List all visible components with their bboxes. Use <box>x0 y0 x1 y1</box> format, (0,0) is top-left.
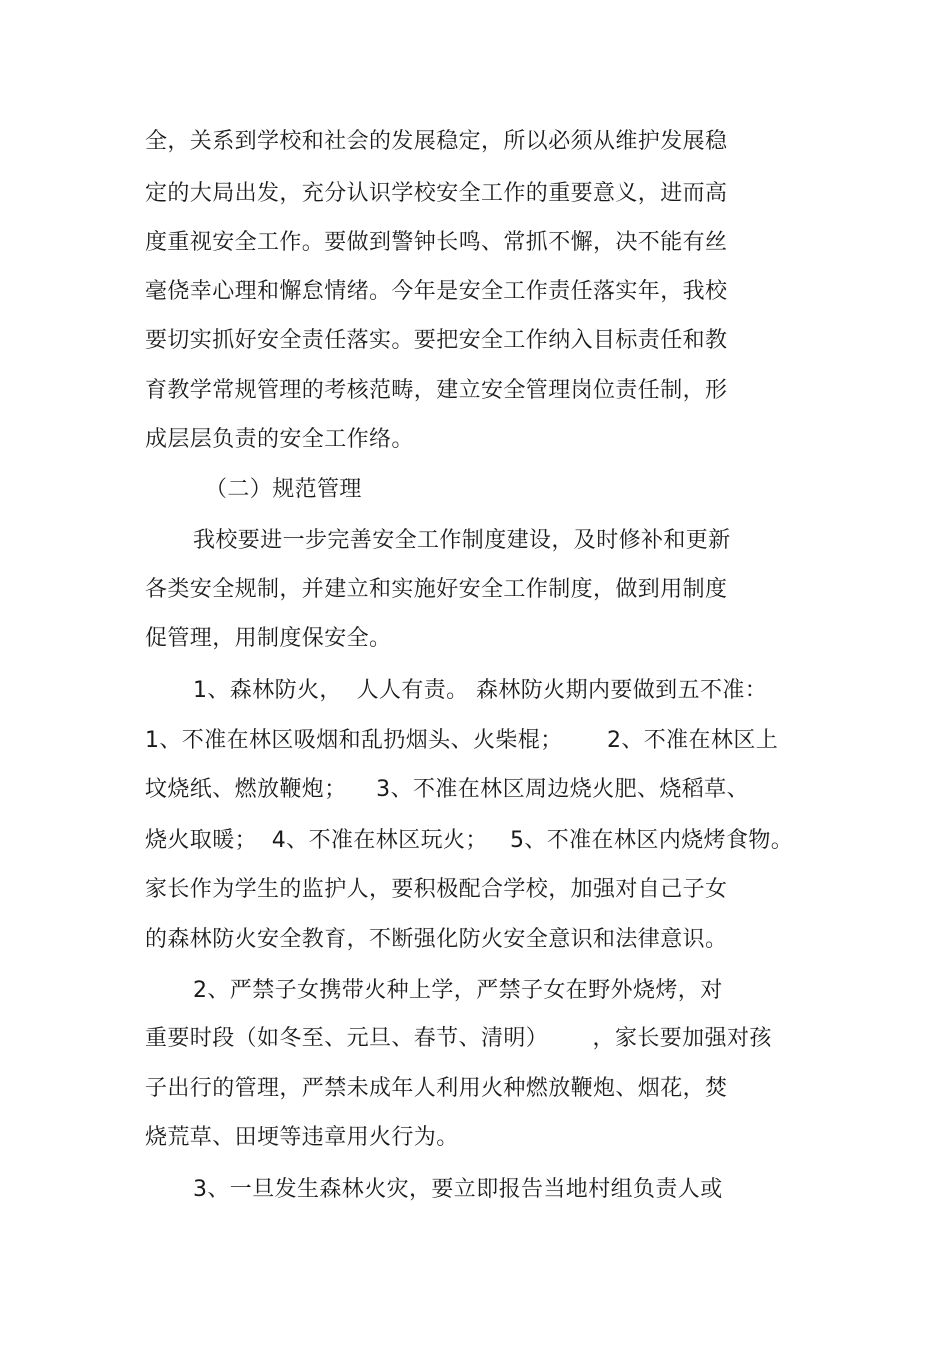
paragraph-start: 我校要进一步完善安全工作制度建设，及时修补和更新 <box>193 528 731 553</box>
text-line: 烧火取暖； 4、不准在林区玩火； 5、不准在林区内烧烤食物。 <box>145 828 794 853</box>
text-line: 全，关系到学校和社会的发展稳定，所以必须从维护发展稳 <box>145 129 728 154</box>
text-line: 成层层负责的安全工作络。 <box>145 427 414 452</box>
text-line: 毫侥幸心理和懈怠情绪。今年是安全工作责任落实年，我校 <box>145 279 728 304</box>
text-line: 家长作为学生的监护人，要积极配合学校，加强对自己子女 <box>145 877 728 902</box>
text-line: 坟烧纸、燃放鞭炮； 3、不准在林区周边烧火肥、烧稻草、 <box>145 777 749 802</box>
text-line: 的森林防火安全教育，不断强化防火安全意识和法律意识。 <box>145 927 728 952</box>
text-line: 1、不准在林区吸烟和乱扔烟头、火柴棍； 2、不准在林区上 <box>145 728 779 753</box>
text-line: 促管理，用制度保安全。 <box>145 626 392 651</box>
text-line: 度重视安全工作。要做到警钟长鸣、常抓不懈，决不能有丝 <box>145 230 728 255</box>
text-line: 烧荒草、田埂等违章用火行为。 <box>145 1125 459 1150</box>
text-line: 子出行的管理，严禁未成年人利用火种燃放鞭炮、烟花，焚 <box>145 1076 728 1101</box>
text-line: 定的大局出发，充分认识学校安全工作的重要意义，进而高 <box>145 181 728 206</box>
list-item-heading: 1、森林防火， 人人有责。 森林防火期内要做到五不准： <box>193 678 768 703</box>
text-line: 育教学常规管理的考核范畴，建立安全管理岗位责任制，形 <box>145 378 728 403</box>
list-item-heading: 2、严禁子女携带火种上学，严禁子女在野外烧烤，对 <box>193 978 723 1003</box>
text-line: 重要时段（如冬至、元旦、春节、清明） ，家长要加强对孩 <box>145 1026 772 1051</box>
text-line: 要切实抓好安全责任落实。要把安全工作纳入目标责任和教 <box>145 328 728 353</box>
section-heading: （二）规范管理 <box>205 477 362 502</box>
list-item-heading: 3、一旦发生森林火灾，要立即报告当地村组负责人或 <box>193 1177 723 1202</box>
text-line: 各类安全规制，并建立和实施好安全工作制度，做到用制度 <box>145 577 728 602</box>
